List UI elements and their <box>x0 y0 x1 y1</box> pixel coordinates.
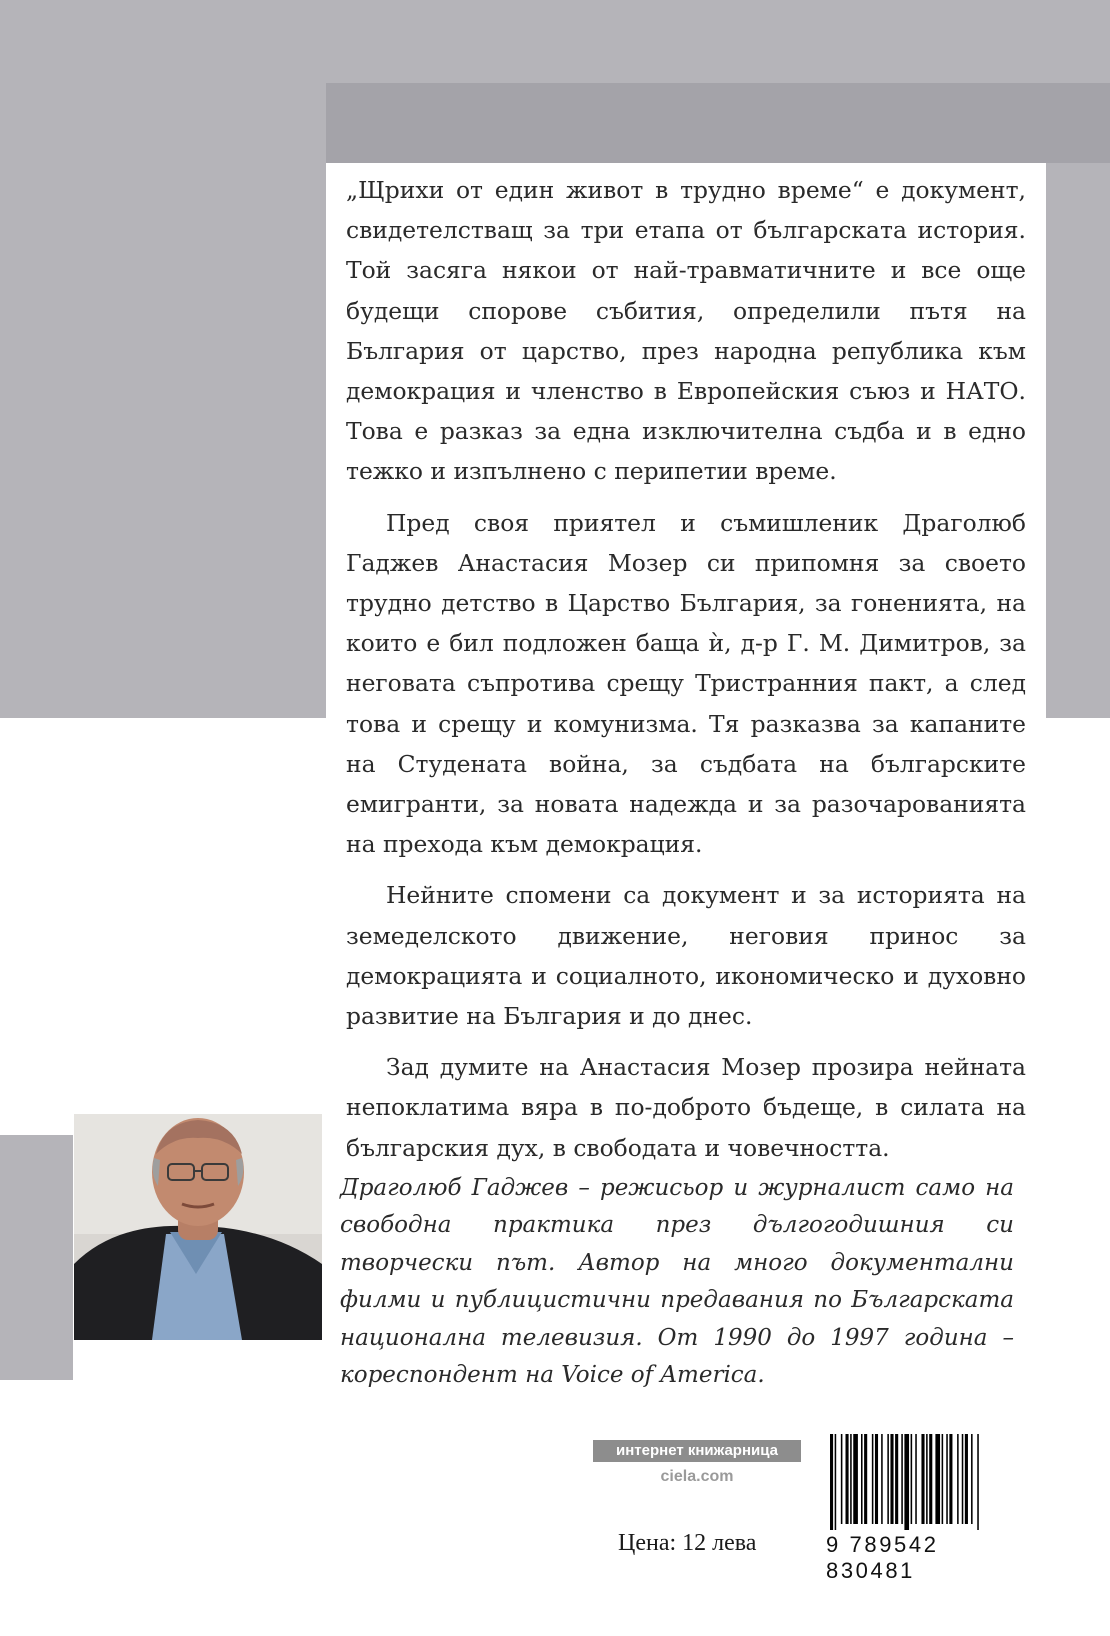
author-photo <box>74 1114 322 1340</box>
barcode-bar <box>957 1434 959 1524</box>
description-paragraph-1: „Щрихи от един живот в трудно време“ е документ, свидетелстващ за три етапа от българската история. Той засяга някои от най-травматичните и все още будещи спорове събития, определили пътя на България от царство, през народна република към демокрация и членство в Европейския съюз и НАТО. Това е разказ за една изключителна съдба и в едно тежко и изпълнено с перипетии време. <box>346 176 1026 486</box>
barcode-bar <box>895 1434 898 1524</box>
barcode-bar <box>935 1434 940 1524</box>
description-paragraph-3: Нейните спомени са документ и за историята на земеделското движение, неговия принос за демокрацията и социалното, икономическо и духовно развитие на България и до днес. <box>346 881 1026 1031</box>
barcode-bar <box>887 1434 889 1524</box>
barcode-bar <box>942 1434 944 1524</box>
barcode-bar <box>929 1434 932 1524</box>
author-bio: Драголюб Гаджев – режисьор и журналист само на свободна практика през дългогодишния си творчески път. Автор на много документални филми и публицистични предавания по Българската национална телевизия. От 1990 до 1997 година – кореспондент на Voice of America. <box>340 1175 1014 1389</box>
barcode-bar <box>962 1434 964 1524</box>
online-store-label: интернет книжарница <box>593 1440 801 1462</box>
barcode-bar <box>864 1434 867 1524</box>
barcode-bar <box>977 1434 979 1530</box>
back-cover-description <box>346 170 1026 1179</box>
price: Цена: 12 лева <box>618 1530 757 1556</box>
barcode-bar <box>971 1434 973 1524</box>
barcode-bar <box>890 1434 893 1524</box>
barcode-bar <box>861 1434 863 1524</box>
barcode-bar <box>911 1434 913 1524</box>
barcode-bar <box>949 1434 952 1524</box>
barcode-bar <box>846 1434 849 1524</box>
barcode-bar <box>841 1434 843 1524</box>
barcode-bar <box>875 1434 878 1524</box>
description-paragraph-4: Зад думите на Анастасия Мозер прозира нейната непоклатима вяра в по-доброто бъдеще, в силата на българския дух, в свободата и човечността. <box>346 1053 1026 1162</box>
isbn-digits: 9 789542 830481 <box>826 1532 939 1583</box>
barcode-bar <box>915 1434 917 1524</box>
store-url: ciela.com <box>660 1468 734 1485</box>
barcode-bar <box>926 1434 928 1524</box>
barcode-bar <box>872 1434 874 1524</box>
barcode-bar <box>946 1434 948 1524</box>
barcode-bar <box>904 1434 909 1530</box>
barcode-bar <box>830 1434 833 1530</box>
gray-top-band <box>326 83 1110 163</box>
description-paragraph-2: Пред своя приятел и съмишленик Драголюб Гаджев Анастасия Мозер си припомня за своето трудно детство в Царство България, за гоненията, на които е бил подложен баща ѝ, д-р Г. М. Димитров, за неговата съпротива срещу Тристранния пакт, а след това и срещу и комунизма. Тя разказва за капаните на Студената война, за съдбата на българските емигранти, за новата надежда и за разочарованията на прехода към демокрация. <box>346 508 1026 859</box>
barcode-bar <box>853 1434 858 1524</box>
barcode-bar <box>921 1434 924 1524</box>
barcode-bar <box>901 1434 903 1524</box>
gray-side-block <box>0 1135 73 1380</box>
barcode-bar <box>965 1434 968 1524</box>
barcode-bar <box>850 1434 852 1524</box>
barcode-bar <box>835 1434 837 1530</box>
barcode-bar <box>881 1434 883 1524</box>
